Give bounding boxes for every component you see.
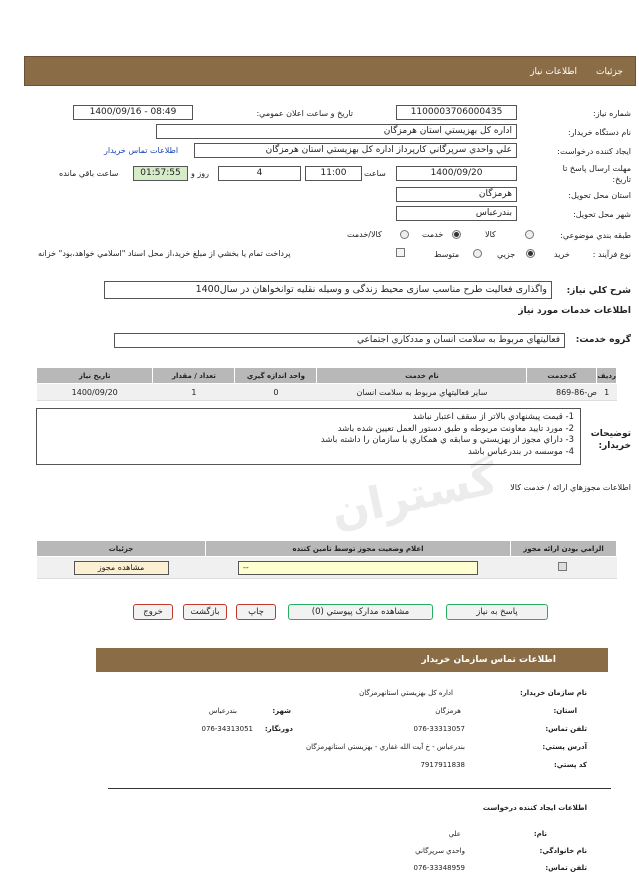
contact-fax-label: دورنگار: xyxy=(264,725,293,733)
category-goods-label: کالا xyxy=(485,230,496,239)
buyer-notes-label: توضيحات خريدار: xyxy=(590,429,631,451)
cell-need-date: 1400/09/20 xyxy=(37,384,153,401)
cell-service-name: ساير فعاليتهاي مربوط به سلامت انسان xyxy=(317,384,527,401)
cell-row: 1 xyxy=(597,384,617,401)
creator-value: علي واحدي سرپرگاني کارپرداز اداره کل بهزيستي استان هرمزگان xyxy=(194,143,517,158)
contact-address-value: بندرعباس - خ آيت الله غفاري - بهزيستي استانهرمزگان xyxy=(305,743,465,751)
cell-quantity: 1 xyxy=(153,384,235,401)
buyer-org-label: نام دستگاه خريدار: xyxy=(568,128,631,137)
org-name-label: نام سازمان خريدار: xyxy=(519,689,587,697)
view-attachments-button[interactable]: مشاهده مدارک پيوستي (0) xyxy=(288,604,433,620)
remaining-time-value: 01:57:55 xyxy=(133,166,188,181)
watermark-text: گستران xyxy=(326,453,502,538)
table-header-row xyxy=(37,368,617,384)
permit-required-cell xyxy=(511,557,617,579)
col-service-name: نام خدمت xyxy=(317,368,527,384)
creator-phone-label: تلفن تماس: xyxy=(545,864,587,872)
contact-postal-label: کد پستي: xyxy=(553,761,587,769)
category-service-radio[interactable] xyxy=(452,230,461,239)
need-number-label: شماره نياز: xyxy=(593,109,631,118)
payment-note: پرداخت تمام يا بخشي از مبلغ خريد،از محل اسناد "اسلامي خواهد،بود" خزانه xyxy=(38,249,291,258)
services-section-title: اطلاعات خدمات مورد نياز xyxy=(518,306,631,316)
permits-section-title: اطلاعات مجوزهاي ارائه / خدمت کالا xyxy=(510,483,631,492)
col-row: رديف xyxy=(597,368,617,384)
buyer-notes-box xyxy=(36,408,581,465)
deadline-date-value: 1400/09/20 xyxy=(396,166,517,181)
creator-family-label: نام خانوادگي: xyxy=(539,847,587,855)
city-value: بندرعباس xyxy=(396,206,517,221)
contact-panel-title: اطلاعات تماس سازمان خريدار xyxy=(421,655,556,665)
service-items-table xyxy=(36,367,617,401)
tab-details[interactable]: جزئيات xyxy=(596,67,623,77)
creator-name-label: نام: xyxy=(533,830,547,838)
permit-status-value[interactable]: -- xyxy=(238,561,478,575)
org-name-value: اداره کل بهزيستي استانهرمزگان xyxy=(359,689,453,697)
announce-date-label: تاريخ و ساعت اعلان عمومي: xyxy=(256,109,353,118)
contact-panel-header xyxy=(96,648,608,672)
note-line-3: 3- داراي مجوز از بهزيستي و سابقه ي همکاري با سازمان را داشته باشد xyxy=(320,435,574,445)
remaining-time-label: ساعت باقي مانده xyxy=(59,169,119,178)
back-button[interactable]: بازگشت xyxy=(183,604,227,620)
contact-city-label: شهر: xyxy=(272,707,291,715)
tab-need-info[interactable]: اطلاعات نياز xyxy=(530,67,577,77)
contact-phone-label: تلفن تماس: xyxy=(545,725,587,733)
need-number-value: 1100003706000435 xyxy=(396,105,517,120)
process-type-label: نوع فرآيند : xyxy=(592,250,631,259)
note-line-1: 1- قيمت پيشنهادي بالاتر از سقف اعتبار نباشد xyxy=(412,412,574,422)
buyer-org-value: اداره کل بهزيستي استان هرمزگان xyxy=(156,124,517,139)
process-purchase-label: خريد xyxy=(554,250,570,259)
permits-row xyxy=(37,557,617,579)
permit-required-checkbox[interactable] xyxy=(558,562,567,571)
contact-postal-value: 7917911838 xyxy=(420,761,465,769)
note-line-2: 2- مورد تاييد معاونت مربوطه و طبق دستور العمل تعيين شده باشد xyxy=(337,423,574,434)
cell-service-code: ص-86-869 xyxy=(527,384,597,401)
buyer-contact-link[interactable]: اطلاعات تماس خريدار xyxy=(104,146,179,155)
view-permit-button[interactable]: مشاهده مجوز xyxy=(74,561,169,575)
contact-city-value: بندرعباس xyxy=(208,707,237,715)
page-header-bar xyxy=(24,56,636,86)
contact-divider xyxy=(108,788,611,789)
remaining-days-value: 4 xyxy=(218,166,301,181)
process-medium-label: متوسط xyxy=(434,250,460,259)
note-line-4: 4- موسسه در بندرعباس باشد xyxy=(467,446,574,457)
contact-province-label: استان: xyxy=(553,707,577,715)
province-value: هرمزگان xyxy=(396,187,517,202)
col-unit: واحد اندازه گيري xyxy=(235,368,317,384)
payment-checkbox[interactable] xyxy=(396,248,405,257)
province-label: استان محل تحويل: xyxy=(568,191,631,200)
cell-unit: 0 xyxy=(235,384,317,401)
contact-address-label: آدرس پستي: xyxy=(542,743,587,751)
col-permit-required: الزامي بودن ارائه مجوز xyxy=(511,541,617,557)
category-service-label: خدمت xyxy=(422,230,444,239)
process-partial-label: جزيي xyxy=(497,250,516,259)
service-group-label: گروه خدمت: xyxy=(575,335,631,345)
city-label: شهر محل تحويل: xyxy=(573,210,631,219)
category-goods-service-radio[interactable] xyxy=(400,230,409,239)
contact-phone-value: 076-33313057 xyxy=(413,725,465,733)
deadline-label: مهلت ارسال پاسخ تا تاريخ: xyxy=(562,164,631,184)
deadline-hour-label: ساعت xyxy=(364,169,386,178)
reply-to-need-button[interactable]: پاسخ به نياز xyxy=(446,604,548,620)
permits-table xyxy=(36,540,617,579)
announce-date-value: 1400/09/16 - 08:49 xyxy=(73,105,193,120)
deadline-hour-value: 11:00 xyxy=(305,166,362,181)
summary-value: واگذاری فعالیت طرح مناسب سازی محیط زندگی و وسیله نقلیه توانخواهان در سال1400 xyxy=(104,281,552,299)
col-service-code: کدخدمت xyxy=(527,368,597,384)
creator-family-value: واحدي سرپرگاني xyxy=(415,847,465,855)
col-permit-status: اعلام وضعيت مجوز توسط تامين کننده xyxy=(206,541,511,557)
summary-label: شرح کلي نياز: xyxy=(566,286,631,296)
creator-phone-value: 076-33348959 xyxy=(413,864,465,872)
exit-button[interactable]: خروج xyxy=(133,604,173,620)
contact-province-value: هرمزگان xyxy=(435,707,461,715)
permits-header-row xyxy=(37,541,617,557)
category-goods-radio[interactable] xyxy=(525,230,534,239)
col-need-date: تاريخ نياز xyxy=(37,368,153,384)
table-row xyxy=(37,384,617,401)
creator-name-value: علي xyxy=(448,830,461,838)
category-label: طبقه بندي موضوعي: xyxy=(560,231,631,240)
remaining-days-label: روز و xyxy=(191,169,209,178)
permit-status-cell xyxy=(206,557,511,579)
creator-info-title: اطلاعات ايجاد کننده درخواست xyxy=(482,804,587,812)
col-permit-details: جزئيات xyxy=(37,541,206,557)
service-group-value: فعاليتهاي مربوط به سلامت انسان و مددکاري اجتماعي xyxy=(114,333,565,348)
contact-fax-value: 076-34313051 xyxy=(201,725,253,733)
col-quantity: تعداد / مقدار xyxy=(153,368,235,384)
category-goods-service-label: کالا/خدمت xyxy=(347,230,382,239)
process-partial-radio[interactable] xyxy=(526,249,535,258)
process-medium-radio[interactable] xyxy=(473,249,482,258)
permit-details-cell xyxy=(37,557,206,579)
print-button[interactable]: چاپ xyxy=(236,604,276,620)
creator-label: ايجاد کننده درخواست: xyxy=(557,147,631,156)
